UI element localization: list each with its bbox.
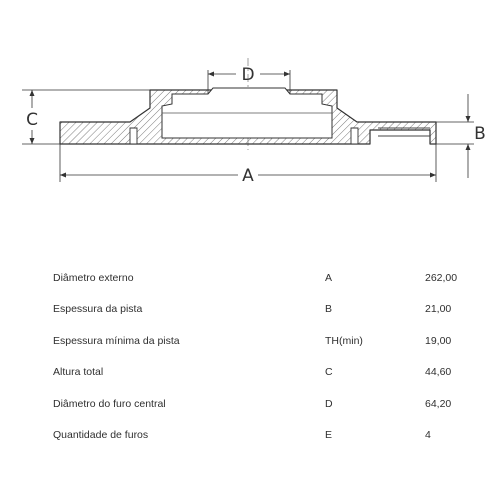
table-row [53,420,473,452]
dimension-c-arrow [30,90,35,96]
dimension-a-arrow [430,173,436,178]
spec-value: 64,20 [425,397,452,410]
dimension-d-label: D [241,65,255,85]
spec-code: C [325,366,333,379]
spec-code: B [325,303,333,316]
spec-label: Altura total [53,366,104,379]
spec-value: 4 [425,429,431,442]
dimension-a-arrow [60,173,66,178]
spec-table [53,262,473,451]
spec-value: 262,00 [425,271,458,284]
spec-code: A [325,271,333,284]
spec-value: 44,60 [425,366,452,379]
dimension-b-label: B [474,124,486,144]
dimension-d-arrow [284,72,290,77]
table-row [53,325,473,357]
spec-code: D [325,397,333,410]
table-row [53,388,473,420]
dimension-c-arrow [30,138,35,144]
dimension-b-arrow [466,116,471,122]
spec-code: E [325,429,333,442]
spec-code: TH(min) [325,334,363,347]
spec-label: Diâmetro externo [53,271,134,284]
bolt-hole-left [130,128,137,144]
bolt-hole-right [351,128,358,144]
dimension-a-label: A [242,166,254,186]
table-row [53,357,473,389]
dimension-d-arrow [208,72,214,77]
dimension-b-arrow [466,144,471,150]
spec-label: Espessura da pista [53,303,143,316]
spec-label: Quantidade de furos [53,429,149,442]
table-row [53,262,473,294]
table-row [53,294,473,326]
brake-disc-technical-drawing [0,0,500,200]
spec-label: Diâmetro do furo central [53,397,166,410]
spec-value: 19,00 [425,334,452,347]
spec-label: Espessura mínima da pista [53,334,180,347]
dimension-c-label: C [26,110,38,130]
spec-value: 21,00 [425,303,452,316]
